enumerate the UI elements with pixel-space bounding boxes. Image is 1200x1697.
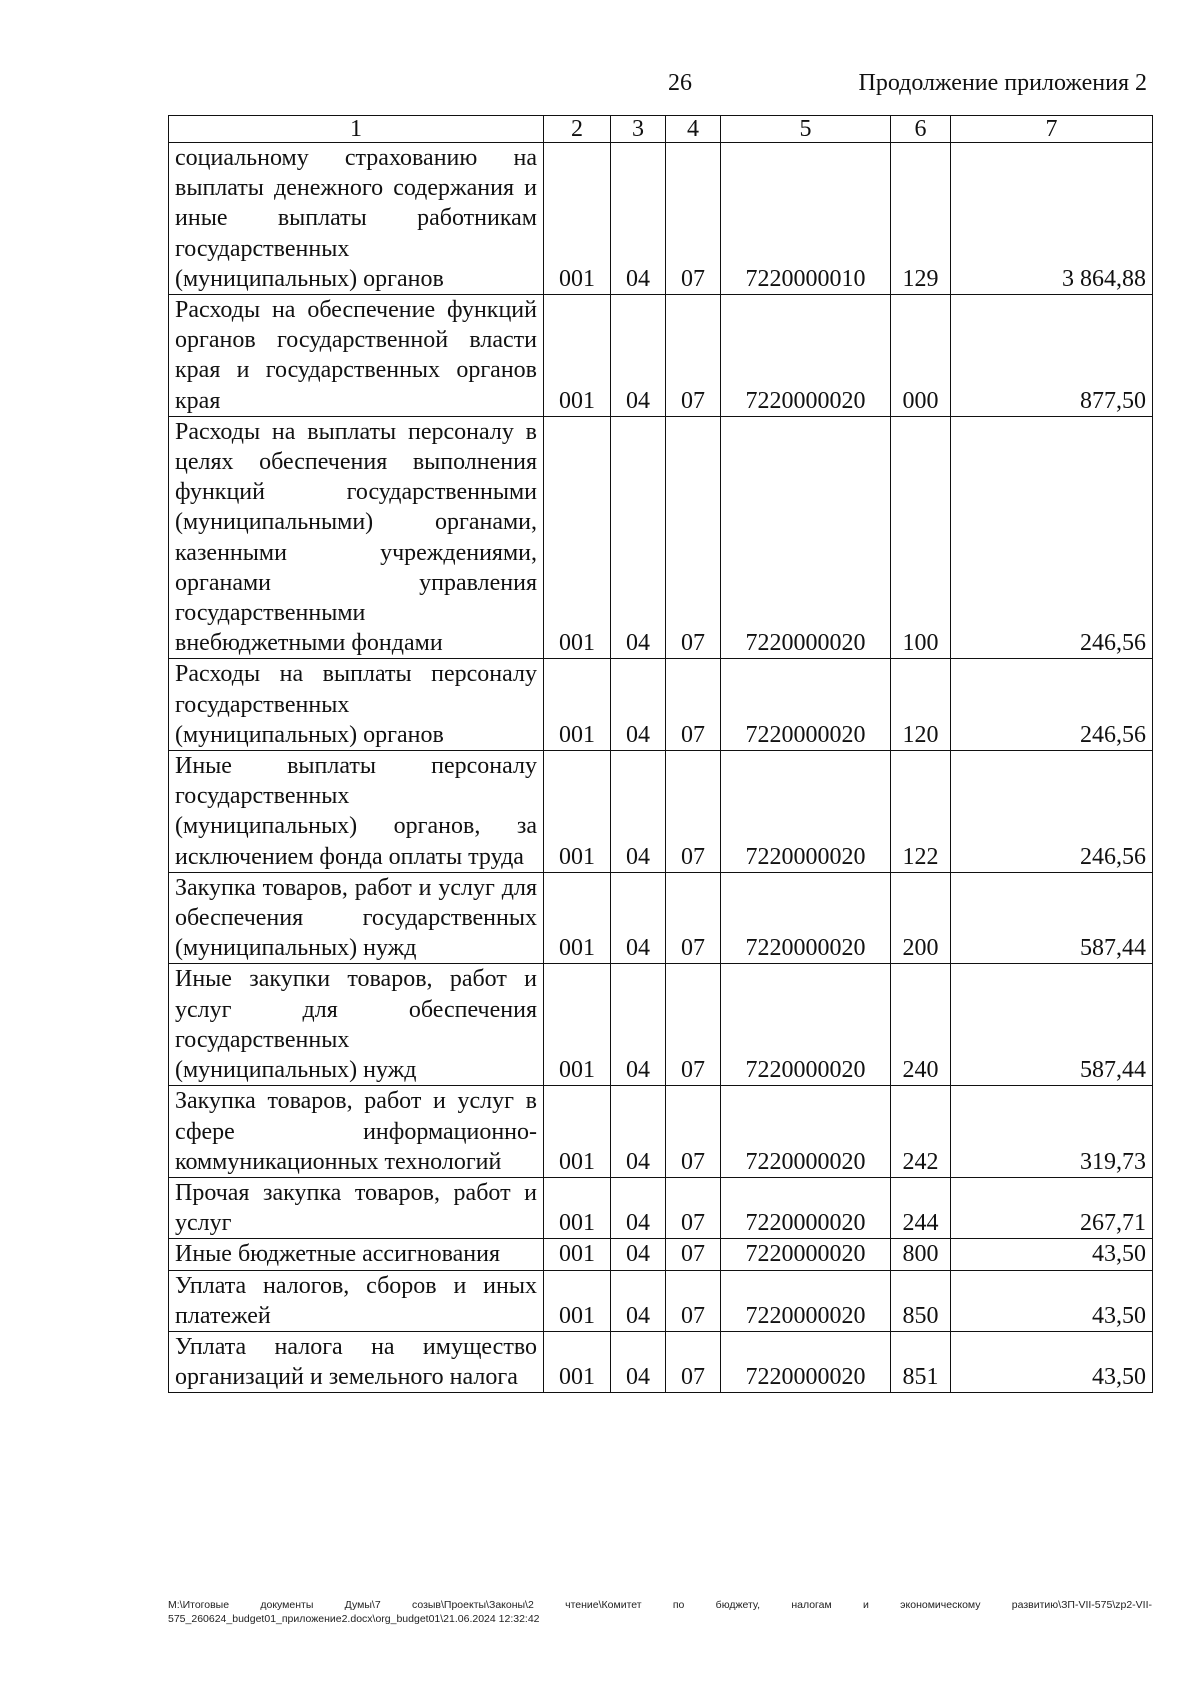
ministry-code: 001 [544, 964, 611, 1086]
section-code: 04 [611, 1239, 666, 1270]
ministry-code: 001 [544, 143, 611, 295]
page-number: 26 [668, 70, 692, 96]
section-code: 04 [611, 295, 666, 417]
column-number-row [169, 116, 1153, 143]
section-code: 04 [611, 872, 666, 964]
expense-name: Закупка товаров, работ и услуг в сфере информационно-коммуникационных технологий [169, 1086, 544, 1178]
expense-type-code: 850 [891, 1270, 951, 1331]
expense-name: Расходы на обеспечение функций органов государственной власти края и государственных органов края [169, 295, 544, 417]
target-article-code: 7220000020 [721, 964, 891, 1086]
table-row [169, 1239, 1153, 1270]
section-code: 04 [611, 416, 666, 659]
subsection-code: 07 [666, 143, 721, 295]
column-header: 3 [611, 116, 666, 143]
expense-type-code: 800 [891, 1239, 951, 1270]
amount: 319,73 [951, 1086, 1153, 1178]
target-article-code: 7220000020 [721, 1239, 891, 1270]
amount: 246,56 [951, 416, 1153, 659]
expense-name: Иные закупки товаров, работ и услуг для обеспечения государственных (муниципальных) нужд [169, 964, 544, 1086]
subsection-code: 07 [666, 1239, 721, 1270]
expense-type-code: 122 [891, 751, 951, 873]
amount: 43,50 [951, 1331, 1153, 1392]
subsection-code: 07 [666, 751, 721, 873]
amount: 587,44 [951, 872, 1153, 964]
target-article-code: 7220000020 [721, 295, 891, 417]
expense-type-code: 851 [891, 1331, 951, 1392]
expense-name: Иные бюджетные ассигнования [169, 1239, 544, 1270]
amount: 3 864,88 [951, 143, 1153, 295]
column-header: 4 [666, 116, 721, 143]
target-article-code: 7220000020 [721, 872, 891, 964]
section-code: 04 [611, 964, 666, 1086]
column-header: 5 [721, 116, 891, 143]
ministry-code: 001 [544, 872, 611, 964]
expense-name: Прочая закупка товаров, работ и услуг [169, 1177, 544, 1238]
table-row [169, 1177, 1153, 1238]
section-code: 04 [611, 751, 666, 873]
amount: 246,56 [951, 659, 1153, 751]
table-row [169, 1086, 1153, 1178]
table-row [169, 143, 1153, 295]
subsection-code: 07 [666, 416, 721, 659]
table-row [169, 659, 1153, 751]
section-code: 04 [611, 659, 666, 751]
section-code: 04 [611, 143, 666, 295]
expense-name: социальному страхованию на выплаты денежного содержания и иные выплаты работникам государственных (муниципальных) органов [169, 143, 544, 295]
column-header: 7 [951, 116, 1153, 143]
expense-type-code: 240 [891, 964, 951, 1086]
expense-type-code: 244 [891, 1177, 951, 1238]
subsection-code: 07 [666, 1331, 721, 1392]
budget-table [168, 115, 1153, 1393]
section-code: 04 [611, 1086, 666, 1178]
target-article-code: 7220000020 [721, 1270, 891, 1331]
target-article-code: 7220000020 [721, 1086, 891, 1178]
table-row [169, 964, 1153, 1086]
column-header: 2 [544, 116, 611, 143]
ministry-code: 001 [544, 416, 611, 659]
expense-name: Уплата налогов, сборов и иных платежей [169, 1270, 544, 1331]
subsection-code: 07 [666, 872, 721, 964]
amount: 43,50 [951, 1239, 1153, 1270]
subsection-code: 07 [666, 295, 721, 417]
expense-type-code: 120 [891, 659, 951, 751]
table-row [169, 1331, 1153, 1392]
column-header: 6 [891, 116, 951, 143]
ministry-code: 001 [544, 1270, 611, 1331]
expense-type-code: 242 [891, 1086, 951, 1178]
table-row [169, 1270, 1153, 1331]
table-row [169, 295, 1153, 417]
column-header: 1 [169, 116, 544, 143]
subsection-code: 07 [666, 964, 721, 1086]
amount: 246,56 [951, 751, 1153, 873]
expense-name: Иные выплаты персоналу государственных (муниципальных) органов, за исключением фонда оплаты труда [169, 751, 544, 873]
ministry-code: 001 [544, 659, 611, 751]
section-code: 04 [611, 1270, 666, 1331]
amount: 43,50 [951, 1270, 1153, 1331]
target-article-code: 7220000020 [721, 751, 891, 873]
target-article-code: 7220000020 [721, 416, 891, 659]
target-article-code: 7220000020 [721, 1177, 891, 1238]
page-header [0, 70, 1200, 110]
table-row [169, 751, 1153, 873]
expense-name: Расходы на выплаты персоналу в целях обеспечения выполнения функций государственными (муниципальными) органами, казенными учреждениями, органами управления государственными внебюджетными фондами [169, 416, 544, 659]
appendix-continuation-note: Продолжение приложения 2 [858, 70, 1147, 96]
expense-name: Закупка товаров, работ и услуг для обеспечения государственных (муниципальных) нужд [169, 872, 544, 964]
target-article-code: 7220000020 [721, 1331, 891, 1392]
target-article-code: 7220000020 [721, 659, 891, 751]
subsection-code: 07 [666, 1177, 721, 1238]
expense-type-code: 000 [891, 295, 951, 417]
ministry-code: 001 [544, 1331, 611, 1392]
section-code: 04 [611, 1177, 666, 1238]
amount: 267,71 [951, 1177, 1153, 1238]
subsection-code: 07 [666, 1086, 721, 1178]
document-file-path: M:\Итоговые документы Думы\7 созыв\Проекты\Законы\2 чтение\Комитет по бюджету, налогам и экономическому развитию\ЗП-VII-575\zp2-VII-575_260624_budget01_приложение2.docx\org_budget01\21.06.2024 12:32:42 [168, 1599, 1152, 1625]
amount: 587,44 [951, 964, 1153, 1086]
expense-name: Уплата налога на имущество организаций и земельного налога [169, 1331, 544, 1392]
section-code: 04 [611, 1331, 666, 1392]
table-row [169, 416, 1153, 659]
expense-type-code: 100 [891, 416, 951, 659]
amount: 877,50 [951, 295, 1153, 417]
expense-type-code: 200 [891, 872, 951, 964]
expense-name: Расходы на выплаты персоналу государственных (муниципальных) органов [169, 659, 544, 751]
ministry-code: 001 [544, 751, 611, 873]
subsection-code: 07 [666, 659, 721, 751]
ministry-code: 001 [544, 1239, 611, 1270]
target-article-code: 7220000010 [721, 143, 891, 295]
ministry-code: 001 [544, 1086, 611, 1178]
subsection-code: 07 [666, 1270, 721, 1331]
expense-type-code: 129 [891, 143, 951, 295]
ministry-code: 001 [544, 295, 611, 417]
table-row [169, 872, 1153, 964]
ministry-code: 001 [544, 1177, 611, 1238]
